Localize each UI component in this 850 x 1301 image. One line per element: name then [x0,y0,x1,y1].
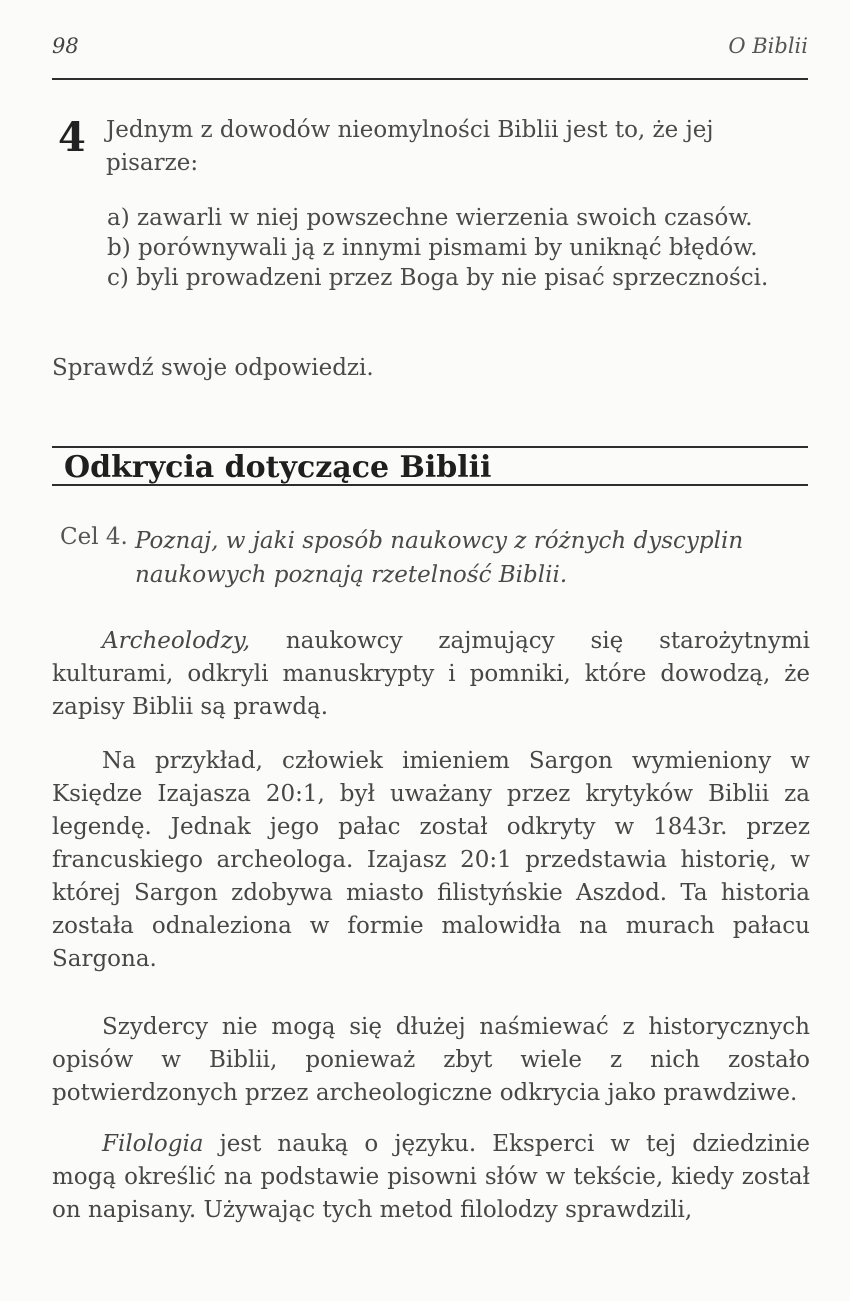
section-title: Odkrycia dotyczące Biblii [64,450,492,485]
question-option-a: a) zawarli w niej powszechne wierzenia swoich czasów. [107,205,753,231]
check-answers-note: Sprawdź swoje odpowiedzi. [52,355,374,381]
question-option-c: c) byli prowadzeni przez Boga by nie pisać sprzeczności. [107,265,769,291]
paragraph-lead-term: Archeolodzy, [102,628,251,654]
paragraph-body: jest nauką o języku. Eksperci w tej dziedzinie mogą określić na podstawie pisowni słów w tekście, kiedy został on napisany. Używając tych metod filolodzy sprawdzili, [52,1131,810,1223]
running-head-title: O Biblii [728,34,808,58]
paragraph-scoffers [52,1011,810,1110]
paragraph-lead-term: Filologia [102,1131,204,1157]
paragraph-body: Szydercy nie mogą się dłużej naśmiewać z historycznych opisów w Biblii, ponieważ zbyt wiele z nich zostało potwierdzonych przez archeologiczne odkrycia jako prawdziwe. [52,1014,810,1106]
paragraph-archeologists [52,625,810,724]
section-rule-top [52,446,808,448]
question-number: 4 [58,114,86,161]
question-text: Jednym z dowodów nieomylności Biblii jest to, że jej pisarze: [106,117,714,176]
paragraph-body: naukowcy zajmujący się starożytnymi kulturami, odkryli manuskrypty i pomniki, które dowodzą, że zapisy Biblii są prawdą. [52,628,810,720]
running-header [52,34,808,80]
goal-label: Cel 4. [60,524,128,550]
page-number: 98 [52,34,79,58]
question-option-b: b) porównywali ją z innymi pismami by uniknąć błędów. [107,235,758,261]
paragraph-philology [52,1128,810,1227]
goal-text: Poznaj, w jaki sposób naukowcy z różnych dyscyplin naukowych poznają rzetelność Biblii. [135,528,744,588]
paragraph-body: Na przykład, człowiek imieniem Sargon wymieniony w Księdze Izajasza 20:1, był uważany przez krytyków Biblii za legendę. Jednak jego pałac został odkryty w 1843r. przez francuskiego archeologa. Izajasz 20:1 przedstawia historię, w której Sargon zdobywa miasto filistyńskie Aszdod. Ta historia została odnaleziona w formie malowidła na murach pałacu Sargona. [52,748,810,972]
paragraph-sargon [52,745,810,976]
section-rule-bottom [52,484,808,486]
